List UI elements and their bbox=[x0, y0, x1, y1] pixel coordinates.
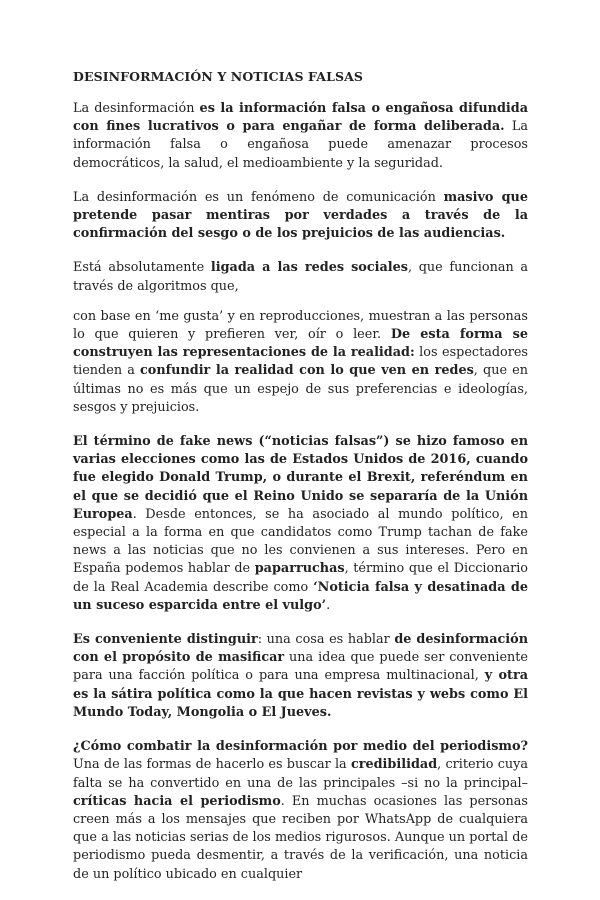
document-title: DESINFORMACIÓN Y NOTICIAS FALSAS bbox=[73, 69, 364, 84]
text-run: , que funcionan a través de algoritmos que, bbox=[73, 260, 528, 294]
emphasis-run: confundir la realidad con lo que ven en redes bbox=[140, 363, 474, 379]
text-run: La desinformación bbox=[73, 101, 200, 116]
text-run: . En muchas ocasiones las personas creen más a los mensajes que reciben por WhatsApp de cualquiera que a las noticias serias de los medios rigurosos. Aunque un portal de periodismo pueda desmentir, a través de la verificación, una noticia de un político ubicado en cualquier bbox=[73, 793, 528, 882]
emphasis-run: y otra es la sátira política como la que hacen revistas y webs como El Mundo Today, Mongolia o El Jueves. bbox=[73, 668, 528, 720]
paragraph-social-networks bbox=[73, 259, 528, 295]
text-run: , criterio cuya falta se ha convertido en una de las principales –si no la principal– bbox=[73, 757, 529, 791]
text-run: , término que el Diccionario de la Real Academia describe como bbox=[73, 561, 528, 595]
emphasis-run: críticas hacia el periodismo bbox=[73, 793, 281, 809]
emphasis-run: ¿Cómo combatir la desinformación por medio del periodismo? bbox=[73, 739, 528, 755]
paragraph-combat bbox=[73, 738, 528, 884]
text-run: una idea que puede ser conveniente para una facción política o para una empresa multinacional, bbox=[73, 650, 529, 684]
emphasis-run: ‘Noticia falsa y desatinada de un suceso esparcida entre el vulgo’ bbox=[73, 579, 528, 613]
text-run: . Desde entonces, se ha asociado al mundo político, en especial a la forma en que candidatos como Trump tachan de fake news a las noticias que no les convienen a sus intereses. Pero en España podemos hablar de bbox=[73, 506, 528, 577]
emphasis-run: De esta forma se construyen las representaciones de la realidad: bbox=[73, 327, 528, 361]
text-run: , que en últimas no es más que un espejo de sus preferencias e ideologías, sesgos y prejuicios. bbox=[73, 363, 528, 415]
text-run: La desinformación es un fenómeno de comunicación bbox=[73, 189, 444, 205]
paragraph-phenomenon bbox=[73, 189, 528, 244]
emphasis-run: Es conveniente distinguir bbox=[73, 632, 258, 648]
text-run: Está absolutamente bbox=[73, 260, 211, 276]
paragraph-fake-news bbox=[73, 433, 528, 615]
emphasis-run: paparruchas bbox=[254, 561, 345, 577]
text-run: : una cosa es hablar bbox=[257, 632, 395, 648]
paragraph-algorithms bbox=[73, 308, 528, 417]
text-run: . bbox=[326, 597, 331, 613]
text-run: con base en ‘me gusta’ y en reproducciones, muestran a las personas lo que quieren y prefieren ver, oír o leer. bbox=[73, 308, 528, 343]
text-run: Una de las formas de hacerlo es buscar la bbox=[73, 757, 351, 773]
emphasis-run: ligada a las redes sociales bbox=[210, 260, 408, 276]
emphasis-run: es la información falsa o engañosa difundida con fines lucrativos o para engañar de forma deliberada. bbox=[73, 101, 528, 135]
emphasis-run: de desinformación con el propósito de masificar bbox=[73, 632, 528, 666]
paragraph-distinguish bbox=[73, 631, 528, 722]
emphasis-run: masivo que pretende pasar mentiras por verdades a través de la confirmación del sesgo o de los prejuicios de las audiencias. bbox=[73, 189, 528, 242]
emphasis-run: El término de fake news (“noticias falsas”) se hizo famoso en varias elecciones como las de Estados Unidos de 2016, cuando fue elegido Donald Trump, o durante el Brexit, referéndum en el que se decidió que el Reino Unido se separaría de la Unión Europea bbox=[73, 434, 528, 522]
emphasis-run: credibilidad bbox=[350, 757, 438, 773]
text-run: La información falsa o engañosa puede amenazar procesos democráticos, la salud, el medioambiente y la seguridad. bbox=[73, 119, 528, 171]
text-run: los espectadores tienden a bbox=[73, 345, 528, 379]
paragraph-definition bbox=[73, 100, 528, 173]
document-body bbox=[73, 68, 528, 900]
